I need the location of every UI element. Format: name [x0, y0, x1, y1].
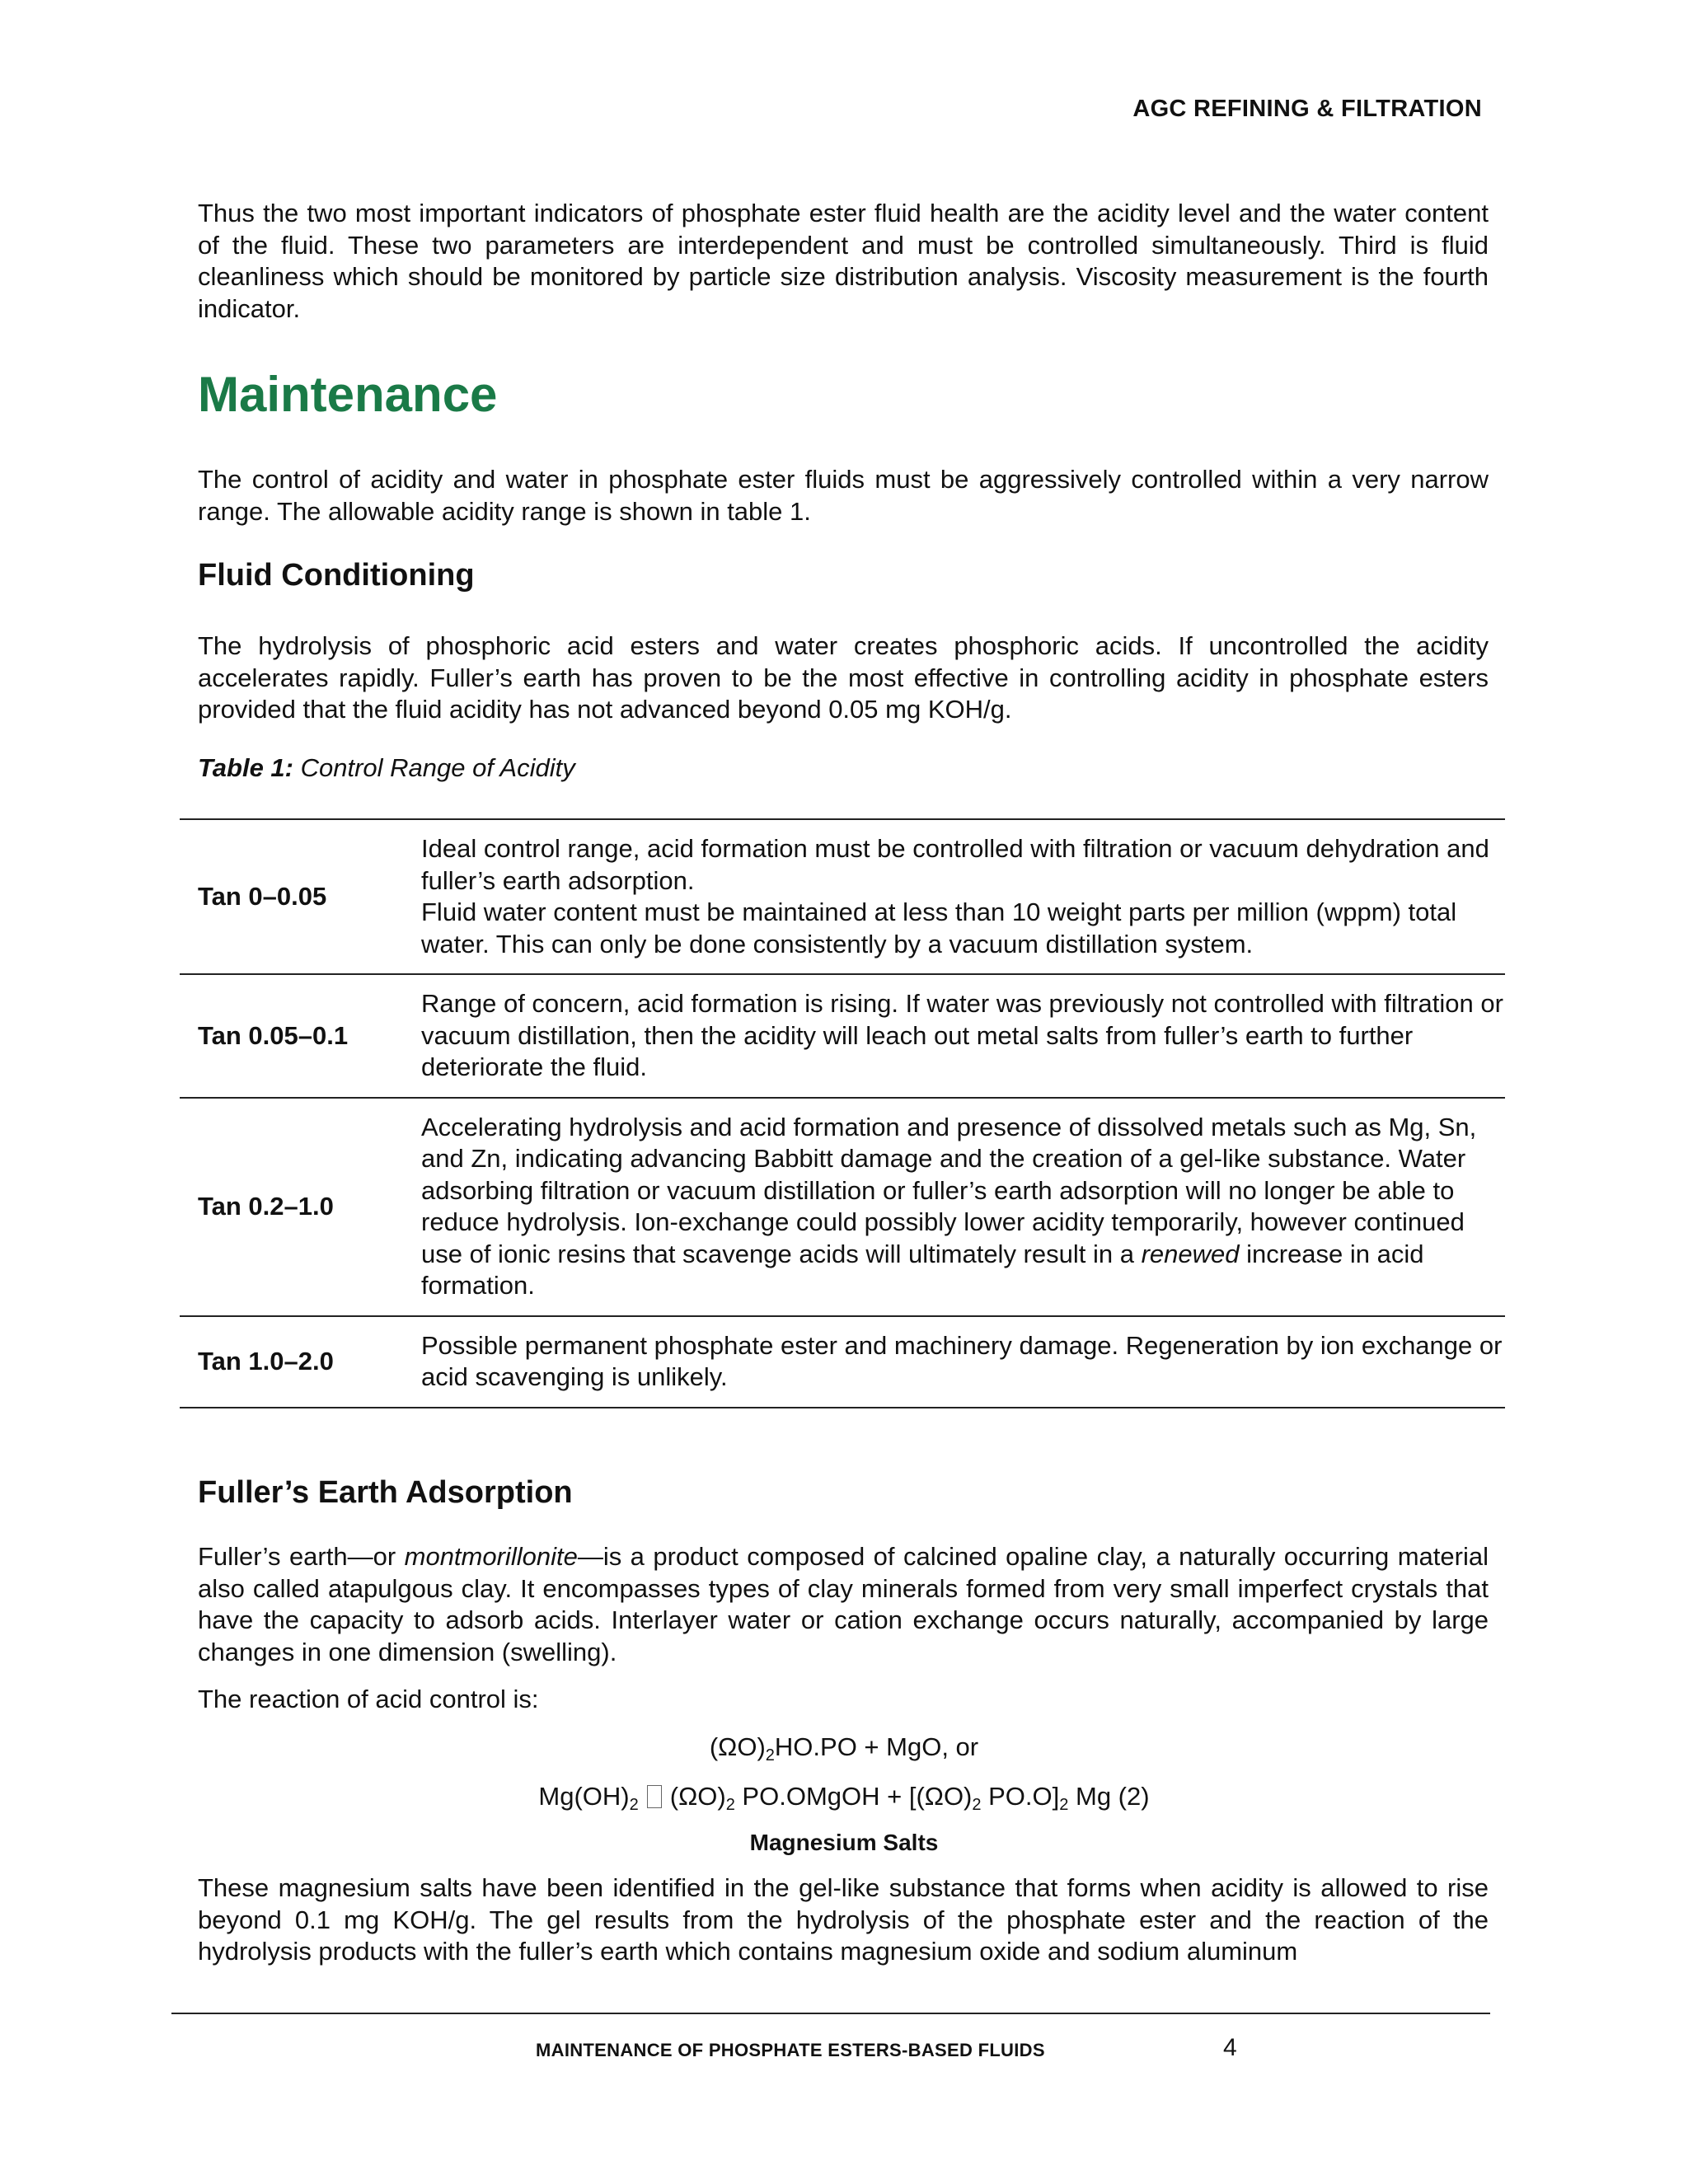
running-header: AGC REFINING & FILTRATION: [1132, 96, 1482, 122]
footer-divider: [171, 2013, 1490, 2014]
fluid-conditioning-paragraph: The hydrolysis of phosphoric acid esters and water creates phosphoric acids. If uncontrolled the acidity accelerates rapidly. Fuller’s earth has proven to be the most effective in controlling acidity in phosphate esters provided that the fluid acidity has not advanced beyond 0.05 mg KOH/g.: [198, 631, 1489, 724]
description-text-end: increase in acid formation.: [421, 1239, 1424, 1300]
table-row: [180, 974, 1505, 1098]
fullers-earth-paragraph: [198, 1541, 1489, 1668]
maintenance-paragraph: The control of acidity and water in phosphate ester fluids must be aggressively controlled within a very narrow range. The allowable acidity range is shown in table 1.: [198, 465, 1489, 526]
acidity-table: [180, 818, 1505, 1408]
equation-line-2: $Mg(OH)_2$ $(\Omega O)_2$ PO.OMgOH + [$(\Omega O)_2$ $PO.O]_2$ Mg (2): [538, 1782, 1150, 1814]
table-caption-text: Control Range of Acidity: [293, 753, 575, 782]
intro-paragraph: Thus the two most important indicators of phosphate ester fluid health are the acidity level and the water content of the fluid. These two parameters are interdependent and must be controlled simultaneously. Third is fluid cleanliness which should be monitored by particle size distribution analysis. Viscosity measurement is the fourth indicator.: [198, 199, 1489, 323]
table-row: [180, 1098, 1505, 1316]
tan-range-cell: Tan 0.05–0.1: [198, 1020, 349, 1050]
subheading-fullers-earth: Fuller’s Earth Adsorption: [198, 1475, 573, 1510]
subheading-fluid-conditioning: Fluid Conditioning: [198, 558, 475, 593]
table-caption-label: Table 1:: [198, 753, 293, 782]
description-cell: [421, 1316, 1505, 1408]
equation-label: Magnesium Salts: [749, 1830, 939, 1855]
footer-title: MAINTENANCE OF PHOSPHATE ESTERS-BASED FLUIDS: [536, 2040, 1045, 2060]
description-cell: [421, 974, 1505, 1098]
emphasis-montmorillonite: montmorillonite: [404, 1542, 578, 1571]
paragraph-end: —is a product composed of calcined opaline clay, a naturally occurring material also called atapulgous clay. It encompasses types of clay minerals formed from very small imperfect crystals that have the capacity to adsorb acids. Interlayer water or cation exchange occurs naturally, accompanied by large changes in one dimension (swelling).: [198, 1542, 1489, 1666]
description-cell: [421, 819, 1505, 974]
reaction-intro: The reaction of acid control is:: [198, 1685, 539, 1713]
table-row: [180, 1316, 1505, 1408]
description-text: Possible permanent phosphate ester and machinery damage. Regeneration by ion exchange or acid scavenging is unlikely.: [421, 1330, 1503, 1391]
description-text: [421, 1112, 1505, 1302]
page-number: 4: [1223, 2034, 1237, 2061]
description-text-start: Accelerating hydrolysis and acid formation and presence of dissolved metals such as Mg, Sn, and Zn, indicating advancing Babbitt damage and the creation of a gel-like substance. Water adsorbing filtration or vacuum distillation or fuller’s earth adsorption will no longer be able to reduce hydrolysis. Ion-exchange could possibly lower acidity temporarily, however continued use of ionic resins that scavenge acids will ultimately result in a: [421, 1112, 1477, 1268]
tan-range-cell: Tan 1.0–2.0: [198, 1346, 334, 1376]
paragraph-start: Fuller’s earth—or: [198, 1542, 405, 1571]
table-row: [180, 819, 1505, 974]
description-text: Fluid water content must be maintained at less than 10 weight parts per million (wppm) total water. This can only be done consistently by a vacuum distillation system.: [421, 898, 1457, 958]
tan-range-cell: Tan 0.2–1.0: [198, 1191, 334, 1221]
section-heading-maintenance: Maintenance: [198, 367, 498, 422]
tan-range-cell: Tan 0–0.05: [198, 881, 327, 911]
description-text: Range of concern, acid formation is rising. If water was previously not controlled with filtration or vacuum distillation, then the acidity will leach out metal salts from fuller’s earth to further deteriorate the fluid.: [421, 989, 1503, 1081]
magnesium-salts-paragraph: These magnesium salts have been identified in the gel-like substance that forms when acidity is allowed to rise beyond 0.1 mg KOH/g. The gel results from the hydrolysis of the phosphate ester and the reaction of the hydrolysis products with the fuller’s earth which contains magnesium oxide and sodium aluminum: [198, 1873, 1489, 1966]
description-cell: [421, 1098, 1505, 1316]
description-text: Ideal control range, acid formation must be controlled with filtration or vacuum dehydration and fuller’s earth adsorption.: [421, 834, 1489, 895]
equation-line-1: $(\Omega O)_2HO.PO$ + MgO, or: [709, 1732, 979, 1765]
missing-glyph-arrow-icon: [647, 1785, 662, 1808]
emphasis-renewed: renewed: [1141, 1239, 1240, 1268]
table-caption: [198, 753, 575, 783]
